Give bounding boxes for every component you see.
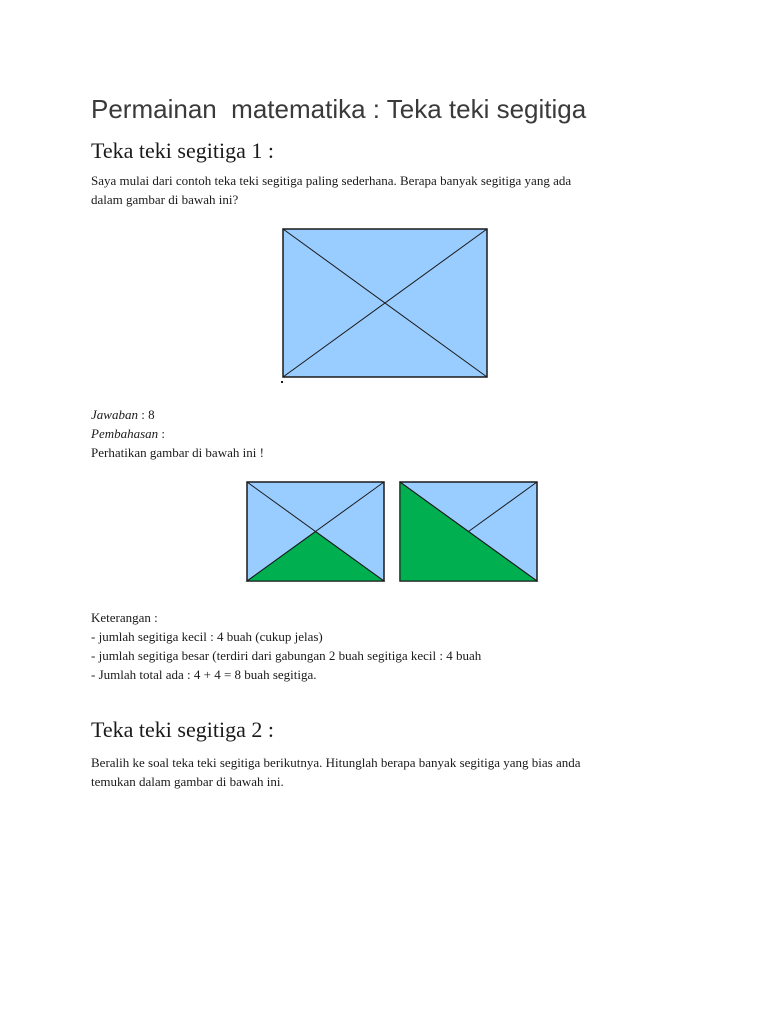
puzzle-1-question-line: Saya mulai dari contoh teka teki segitiga paling sederhana. Berapa banyak segitiga yang ada bbox=[91, 173, 572, 188]
answer-line bbox=[91, 405, 264, 424]
explanation-figure-small-triangle bbox=[244, 479, 388, 585]
discussion-label: Pembahasan bbox=[91, 426, 159, 441]
puzzle-2-heading: Teka teki segitiga 2 : bbox=[91, 717, 274, 742]
puzzle-1-answer-block bbox=[91, 405, 264, 462]
notes-line: - jumlah segitiga kecil : 4 buah (cukup jelas) bbox=[91, 629, 323, 644]
dot-mark bbox=[281, 381, 283, 383]
explanation-figure-large-triangle bbox=[397, 479, 541, 585]
puzzle-2-question-line: temukan dalam gambar di bawah ini. bbox=[91, 774, 284, 789]
puzzle-1-notes bbox=[91, 608, 481, 684]
page-title: Permainan matematika : Teka teki segitiga bbox=[91, 94, 587, 124]
puzzle-1-heading: Teka teki segitiga 1 : bbox=[91, 138, 274, 163]
instruction-line: Perhatikan gambar di bawah ini ! bbox=[91, 445, 264, 460]
puzzle-1-figure bbox=[279, 226, 491, 388]
answer-value: : 8 bbox=[137, 407, 155, 422]
notes-line: - jumlah segitiga besar (terdiri dari gabungan 2 buah segitiga kecil : 4 buah bbox=[91, 648, 482, 663]
puzzle-2-question-line: Beralih ke soal teka teki segitiga berikutnya. Hitunglah berapa banyak segitiga yang bias anda bbox=[91, 755, 581, 770]
puzzle-1-question bbox=[91, 171, 571, 209]
discussion-colon: : bbox=[158, 426, 166, 441]
discussion-line bbox=[91, 424, 264, 443]
answer-label: Jawaban bbox=[91, 407, 138, 422]
notes-line: - Jumlah total ada : 4 + 4 = 8 buah segitiga. bbox=[91, 667, 317, 682]
notes-line: Keterangan : bbox=[91, 610, 158, 625]
puzzle-1-question-line: dalam gambar di bawah ini? bbox=[91, 192, 239, 207]
puzzle-2-question bbox=[91, 753, 581, 791]
